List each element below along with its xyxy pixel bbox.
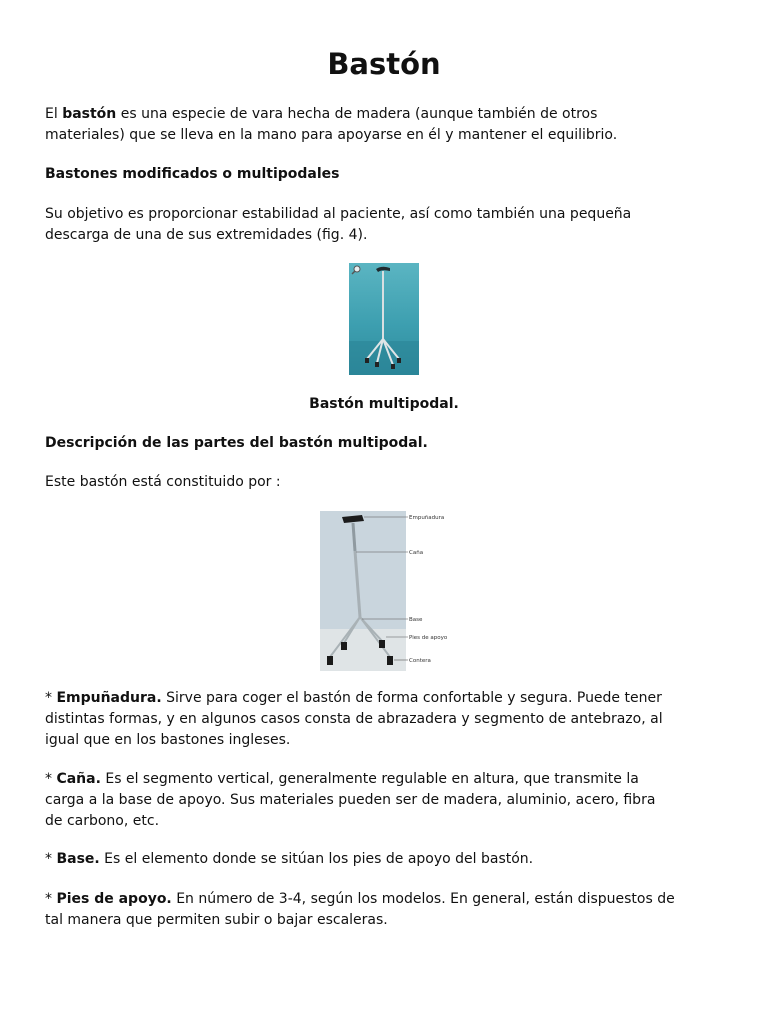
section2-intro: Este bastón está constituido por : (45, 474, 281, 490)
part-shaft-line-3: de carbono, etc. (45, 813, 160, 829)
part-feet-paragraph (45, 889, 729, 931)
part-shaft-paragraph (45, 769, 729, 832)
part-handle-line-2: distintas formas, y en algunos casos consta de abrazadera y segmento de antebrazo, al (45, 711, 663, 727)
part-text: Sirve para coger el bastón de forma confortable y segura. Puede tener (161, 690, 662, 706)
figure-cane-parts-diagram (320, 511, 448, 671)
section2-heading (45, 433, 729, 454)
section1-line-1: Su objetivo es proporcionar estabilidad al paciente, así como también una pequeña (45, 206, 632, 222)
figure-quad-cane-photo[interactable] (349, 263, 419, 375)
part-name: Base. (56, 851, 100, 867)
part-handle-line-3: igual que en los bastones ingleses. (45, 732, 291, 748)
part-name: Empuñadura. (56, 690, 162, 706)
figure1-caption (0, 394, 768, 415)
part-handle-line-1 (45, 688, 729, 709)
section1-heading (45, 164, 729, 185)
section1-paragraph (45, 204, 729, 246)
quad-cane-illustration (349, 263, 419, 375)
part-text: Es el elemento donde se sitúan los pies de apoyo del bastón. (99, 851, 534, 867)
intro-prefix: El (45, 106, 63, 122)
bullet: * (45, 851, 57, 867)
section2-heading-text: Descripción de las partes del bastón multipodal. (45, 435, 428, 451)
part-shaft-line-2: carga a la base de apoyo. Sus materiales pueden ser de madera, aluminio, acero, fibra (45, 792, 656, 808)
label-shaft: Caña (409, 550, 424, 556)
intro-bold-term: bastón (62, 106, 117, 122)
intro-line-1 (45, 104, 729, 125)
intro-line-2: materiales) que se lleva en la mano para apoyarse en él y mantener el equilibrio. (45, 127, 618, 143)
label-base: Base (409, 617, 423, 623)
section1-line-2: descarga de una de sus extremidades (fig. 4). (45, 227, 368, 243)
part-name: Pies de apoyo. (56, 891, 172, 907)
part-text: En número de 3-4, según los modelos. En general, están dispuestos de (171, 891, 675, 907)
intro-text: es una especie de vara hecha de madera (aunque también de otros (116, 106, 598, 122)
figure1-caption-text: Bastón multipodal. (309, 396, 459, 412)
cane-parts-illustration (320, 511, 448, 671)
bullet: * (45, 690, 57, 706)
part-feet-line-1 (45, 889, 729, 910)
label-feet: Pies de apoyo (409, 635, 448, 641)
bullet: * (45, 891, 57, 907)
label-handle: Empuñadura (409, 515, 445, 521)
part-feet-line-2: tal manera que permiten subir o bajar escaleras. (45, 912, 388, 928)
part-text: Es el segmento vertical, generalmente regulable en altura, que transmite la (100, 771, 639, 787)
page-title: Bastón (327, 47, 441, 81)
bullet: * (45, 771, 57, 787)
part-base-paragraph (45, 849, 729, 870)
part-handle-paragraph (45, 688, 729, 751)
label-tip: Contera (409, 658, 431, 664)
intro-paragraph (45, 104, 729, 146)
section1-heading-text: Bastones modificados o multipodales (45, 166, 340, 182)
part-base-line-1 (45, 849, 729, 870)
part-shaft-line-1 (45, 769, 729, 790)
part-name: Caña. (56, 771, 101, 787)
